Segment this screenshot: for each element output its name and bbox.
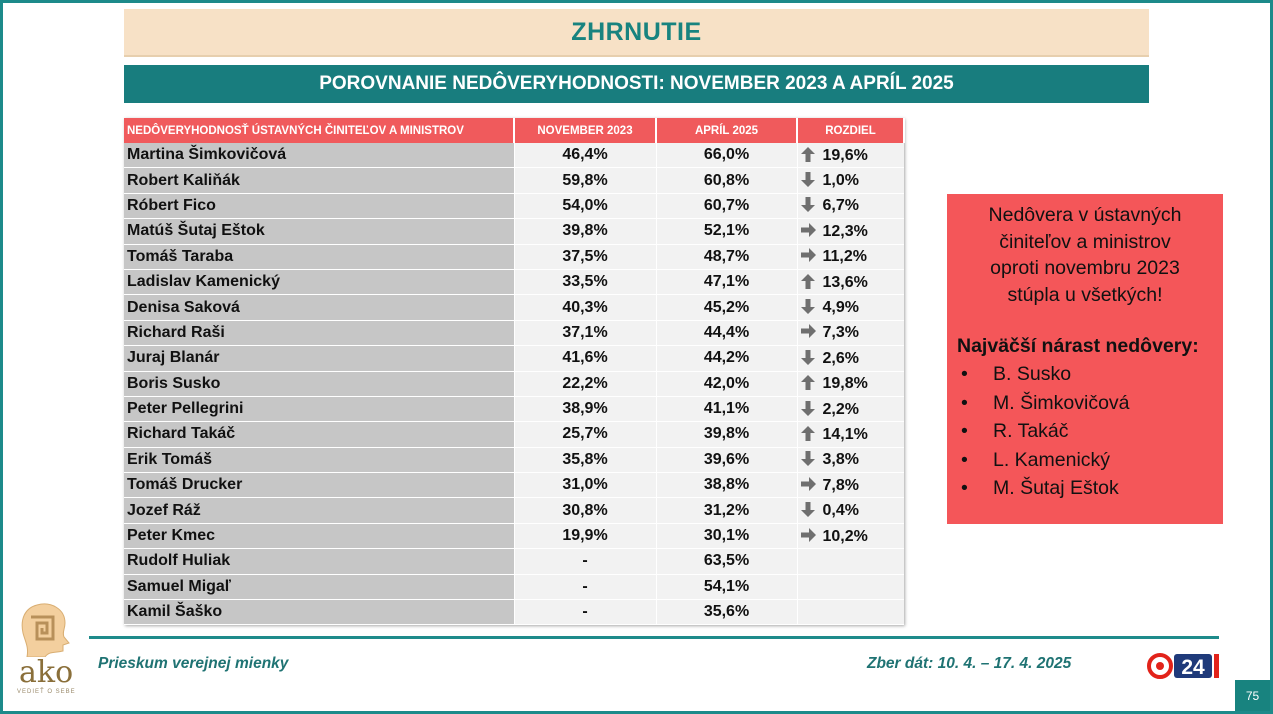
difference-value: 4,9% bbox=[822, 299, 859, 317]
november-value: 38,9% bbox=[514, 396, 656, 421]
november-value: 46,4% bbox=[514, 143, 656, 168]
april-value: 47,1% bbox=[656, 269, 797, 294]
distrust-table-container bbox=[124, 118, 904, 625]
arrow-right-icon bbox=[800, 476, 817, 493]
official-name: Jozef Ráž bbox=[124, 498, 514, 523]
april-value: 35,6% bbox=[656, 600, 797, 625]
table-row bbox=[124, 244, 904, 269]
official-name: Denisa Saková bbox=[124, 295, 514, 320]
table-row bbox=[124, 523, 904, 548]
official-name: Richard Takáč bbox=[124, 422, 514, 447]
summary-line: oproti novembru 2023 bbox=[990, 257, 1180, 279]
summary-box bbox=[947, 194, 1223, 524]
difference-value: 19,6% bbox=[822, 146, 868, 164]
official-name: Juraj Blanár bbox=[124, 346, 514, 371]
official-name: Robert Kaliňák bbox=[124, 168, 514, 193]
table-row bbox=[124, 574, 904, 599]
arrow-up-icon bbox=[800, 374, 817, 391]
arrow-down-icon bbox=[800, 400, 817, 417]
difference-value: 7,3% bbox=[822, 324, 859, 342]
november-value: 31,0% bbox=[514, 473, 656, 498]
summary-line: Nedôvera v ústavných bbox=[988, 204, 1182, 226]
header-november: NOVEMBER 2023 bbox=[514, 118, 656, 143]
difference-cell bbox=[797, 346, 904, 371]
april-value: 39,6% bbox=[656, 447, 797, 472]
arrow-right-icon bbox=[800, 323, 817, 340]
november-value: 33,5% bbox=[514, 269, 656, 294]
november-value: 54,0% bbox=[514, 193, 656, 218]
april-value: 42,0% bbox=[656, 371, 797, 396]
difference-value: 0,4% bbox=[822, 502, 859, 520]
difference-value: 13,6% bbox=[822, 273, 868, 291]
arrow-down-icon bbox=[800, 349, 817, 366]
table-row bbox=[124, 473, 904, 498]
november-value: 59,8% bbox=[514, 168, 656, 193]
summary-line: činiteľov a ministrov bbox=[999, 230, 1171, 253]
april-value: 63,5% bbox=[656, 549, 797, 574]
difference-cell bbox=[797, 574, 904, 599]
difference-value: 2,2% bbox=[822, 400, 859, 418]
difference-cell bbox=[797, 320, 904, 345]
april-value: 44,4% bbox=[656, 320, 797, 345]
ako-logo bbox=[15, 601, 85, 703]
arrow-down-icon bbox=[800, 501, 817, 518]
official-name: Tomáš Drucker bbox=[124, 473, 514, 498]
arrow-down-icon bbox=[800, 171, 817, 188]
difference-value: 7,8% bbox=[822, 476, 859, 494]
arrow-right-icon bbox=[800, 527, 817, 544]
november-value: 22,2% bbox=[514, 371, 656, 396]
difference-value: 12,3% bbox=[822, 222, 868, 240]
official-name: Erik Tomáš bbox=[124, 447, 514, 472]
arrow-down-icon bbox=[800, 298, 817, 315]
november-value: 25,7% bbox=[514, 422, 656, 447]
head-profile-icon bbox=[15, 601, 75, 657]
april-value: 38,8% bbox=[656, 473, 797, 498]
summary-list-item: • R. Takáč bbox=[957, 417, 1213, 446]
official-name: Samuel Migaľ bbox=[124, 574, 514, 599]
table-row bbox=[124, 219, 904, 244]
summary-list-item: • M. Šimkovičová bbox=[957, 389, 1213, 418]
difference-cell bbox=[797, 447, 904, 472]
official-name: Martina Šimkovičová bbox=[124, 143, 514, 168]
summary-line: stúpla u všetkých! bbox=[1007, 283, 1163, 306]
table-row bbox=[124, 498, 904, 523]
difference-value: 1,0% bbox=[822, 172, 859, 190]
april-value: 44,2% bbox=[656, 346, 797, 371]
tv-24-logo bbox=[1146, 651, 1222, 681]
table-row bbox=[124, 143, 904, 168]
bullet-icon: • bbox=[961, 420, 968, 442]
difference-cell bbox=[797, 371, 904, 396]
table-row bbox=[124, 396, 904, 421]
slide-subtitle: POROVNANIE NEDÔVERYHODNOSTI: NOVEMBER 2023 A APRÍL 2025 bbox=[124, 65, 1149, 103]
arrow-up-icon bbox=[800, 273, 817, 290]
table-row bbox=[124, 600, 904, 625]
difference-cell bbox=[797, 473, 904, 498]
april-value: 60,8% bbox=[656, 168, 797, 193]
difference-value: 2,6% bbox=[822, 349, 859, 367]
page-number: 75 bbox=[1235, 680, 1270, 711]
november-value: 37,5% bbox=[514, 244, 656, 269]
summary-list-item: • B. Susko bbox=[957, 360, 1213, 389]
ako-logo-text: ako bbox=[19, 655, 74, 690]
footer-survey-label: Prieskum verejnej mienky bbox=[98, 655, 289, 672]
tv-24-text: 24 bbox=[1181, 656, 1205, 679]
difference-value: 19,8% bbox=[822, 375, 868, 393]
difference-value: 6,7% bbox=[822, 197, 859, 215]
april-value: 30,1% bbox=[656, 523, 797, 548]
arrow-down-icon bbox=[800, 196, 817, 213]
difference-cell bbox=[797, 549, 904, 574]
difference-cell bbox=[797, 396, 904, 421]
difference-cell bbox=[797, 422, 904, 447]
bullet-icon: • bbox=[961, 477, 968, 499]
bullet-icon: • bbox=[961, 363, 968, 385]
difference-cell bbox=[797, 244, 904, 269]
arrow-right-icon bbox=[800, 247, 817, 264]
difference-value: 11,2% bbox=[822, 248, 867, 266]
november-value: 37,1% bbox=[514, 320, 656, 345]
difference-cell bbox=[797, 269, 904, 294]
header-april: APRÍL 2025 bbox=[656, 118, 797, 143]
table-row bbox=[124, 447, 904, 472]
difference-cell bbox=[797, 600, 904, 625]
november-value: - bbox=[514, 600, 656, 625]
arrow-up-icon bbox=[800, 425, 817, 442]
table-row bbox=[124, 193, 904, 218]
table-body bbox=[124, 143, 904, 625]
official-name: Peter Kmec bbox=[124, 523, 514, 548]
difference-cell bbox=[797, 168, 904, 193]
difference-cell bbox=[797, 295, 904, 320]
april-value: 54,1% bbox=[656, 574, 797, 599]
november-value: 39,8% bbox=[514, 219, 656, 244]
footer-collection-date: Zber dát: 10. 4. – 17. 4. 2025 bbox=[867, 655, 1072, 672]
table-row bbox=[124, 269, 904, 294]
april-value: 39,8% bbox=[656, 422, 797, 447]
difference-value: 14,1% bbox=[822, 425, 868, 443]
table-row bbox=[124, 295, 904, 320]
april-value: 60,7% bbox=[656, 193, 797, 218]
bullet-icon: • bbox=[961, 448, 968, 471]
arrow-right-icon bbox=[800, 222, 817, 239]
header-difference: ROZDIEL bbox=[797, 118, 904, 143]
november-value: - bbox=[514, 574, 656, 599]
arrow-down-icon bbox=[800, 450, 817, 467]
bullet-icon: • bbox=[961, 391, 968, 414]
official-name: Peter Pellegrini bbox=[124, 396, 514, 421]
official-name: Boris Susko bbox=[124, 371, 514, 396]
summary-heading: Najväčší nárast nedôvery: bbox=[957, 335, 1199, 357]
table-row bbox=[124, 320, 904, 345]
table-row bbox=[124, 371, 904, 396]
table-row bbox=[124, 422, 904, 447]
difference-cell bbox=[797, 498, 904, 523]
april-value: 66,0% bbox=[656, 143, 797, 168]
ako-logo-tagline: VEDIEŤ O SEBE bbox=[17, 689, 76, 695]
april-value: 48,7% bbox=[656, 244, 797, 269]
official-name: Richard Raši bbox=[124, 320, 514, 345]
november-value: 35,8% bbox=[514, 447, 656, 472]
difference-cell bbox=[797, 193, 904, 218]
table-row bbox=[124, 549, 904, 574]
april-value: 41,1% bbox=[656, 396, 797, 421]
official-name: Ladislav Kamenický bbox=[124, 269, 514, 294]
official-name: Matúš Šutaj Eštok bbox=[124, 219, 514, 244]
summary-text bbox=[957, 202, 1213, 308]
november-value: 41,6% bbox=[514, 346, 656, 371]
difference-cell bbox=[797, 143, 904, 168]
april-value: 52,1% bbox=[656, 219, 797, 244]
april-value: 45,2% bbox=[656, 295, 797, 320]
difference-value: 10,2% bbox=[822, 527, 868, 545]
difference-cell bbox=[797, 523, 904, 548]
difference-cell bbox=[797, 219, 904, 244]
november-value: 30,8% bbox=[514, 498, 656, 523]
distrust-table bbox=[124, 118, 905, 625]
november-value: - bbox=[514, 549, 656, 574]
difference-value: 3,8% bbox=[822, 451, 859, 469]
table-row bbox=[124, 168, 904, 193]
november-value: 40,3% bbox=[514, 295, 656, 320]
summary-list bbox=[957, 360, 1213, 503]
header-name: NEDÔVERYHODNOSŤ ÚSTAVNÝCH ČINITEĽOV A MINISTROV bbox=[124, 118, 514, 143]
table-header-row bbox=[124, 118, 904, 143]
arrow-up-icon bbox=[800, 146, 817, 163]
summary-list-item: • L. Kamenický bbox=[957, 446, 1213, 475]
april-value: 31,2% bbox=[656, 498, 797, 523]
official-name: Tomáš Taraba bbox=[124, 244, 514, 269]
slide-title: ZHRNUTIE bbox=[124, 9, 1149, 57]
table-row bbox=[124, 346, 904, 371]
official-name: Róbert Fico bbox=[124, 193, 514, 218]
footer-divider bbox=[89, 636, 1219, 639]
official-name: Kamil Šaško bbox=[124, 600, 514, 625]
official-name: Rudolf Huliak bbox=[124, 549, 514, 574]
november-value: 19,9% bbox=[514, 523, 656, 548]
summary-list-item: • M. Šutaj Eštok bbox=[957, 474, 1213, 503]
